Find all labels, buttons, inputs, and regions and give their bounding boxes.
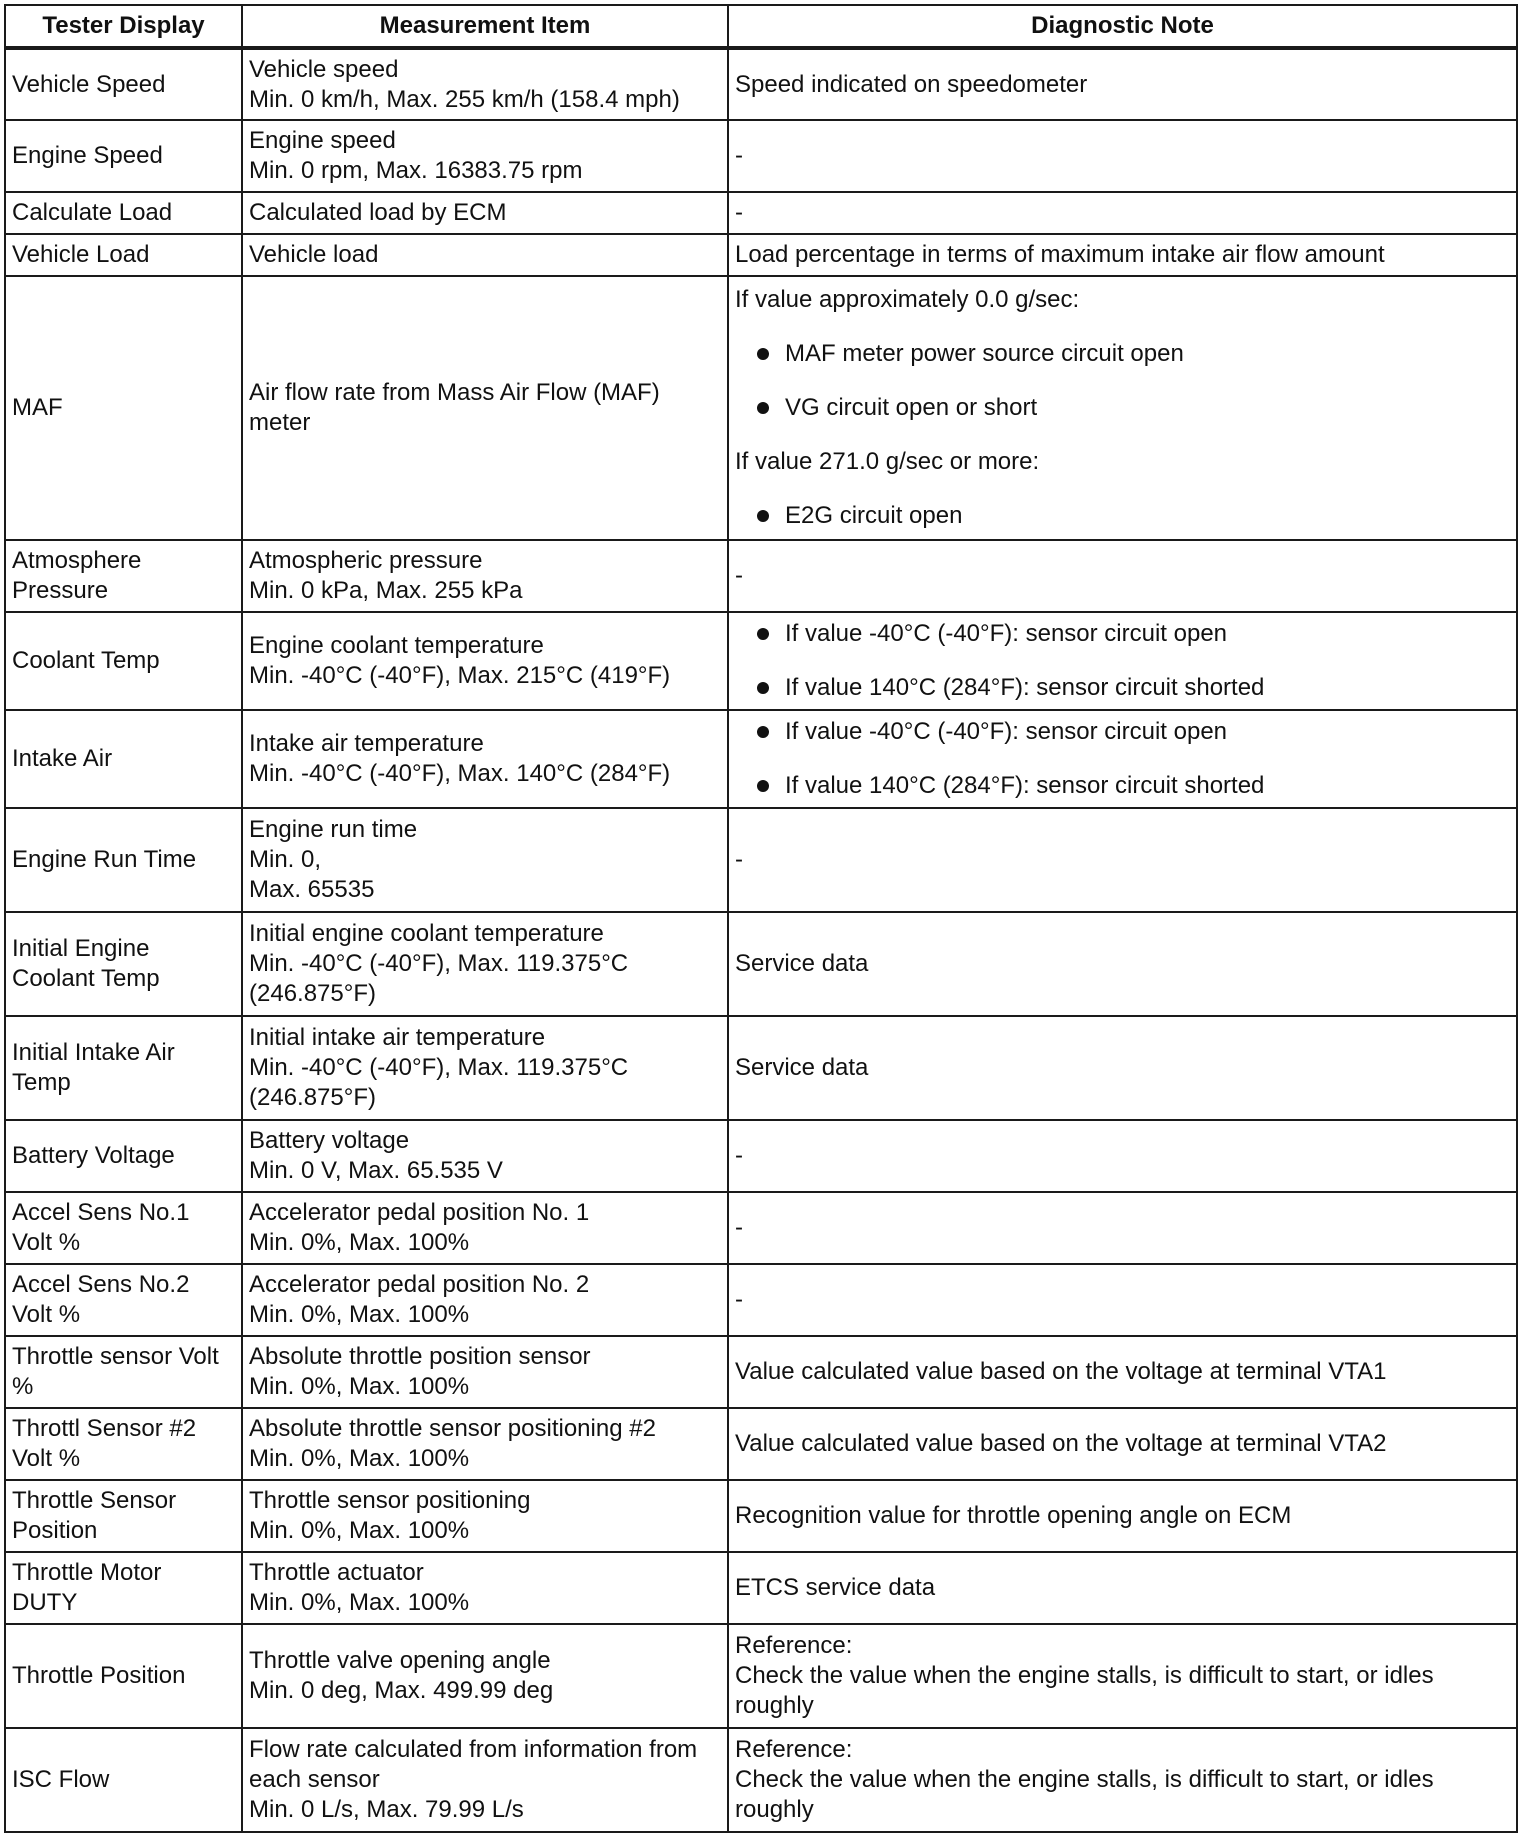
cell-tester-display: [5, 1120, 242, 1192]
table-row: [5, 1408, 1517, 1480]
measurement-item-line: Initial intake air temperature: [249, 1024, 546, 1051]
tester-display-line: Intake Air: [12, 745, 113, 772]
measurement-item-line: Intake air temperature: [249, 730, 484, 757]
note-line: Reference:: [735, 1632, 853, 1659]
measurement-item-line: each sensor: [249, 1766, 380, 1793]
cell-tester-display: [5, 1016, 242, 1120]
tester-display-line: Throttle Sensor: [12, 1487, 177, 1514]
measurement-item-line: Min. 0 kPa, Max. 255 kPa: [249, 577, 523, 604]
diagnostic-table-container: [4, 4, 1516, 1833]
tester-display-line: Battery Voltage: [12, 1142, 175, 1169]
measurement-item-line: Throttle valve opening angle: [249, 1647, 551, 1674]
table-row: [5, 612, 1517, 710]
table-row: [5, 1192, 1517, 1264]
tester-display-line: Pressure: [12, 577, 109, 604]
measurement-item-line: Min. -40°C (-40°F), Max. 140°C (284°F): [249, 760, 671, 787]
tester-display-line: Throttle sensor Volt: [12, 1343, 219, 1370]
note-text: -: [735, 199, 743, 226]
note-line: roughly: [735, 1796, 814, 1823]
tester-display-line: Accel Sens No.1: [12, 1199, 190, 1226]
cell-diagnostic-note: [728, 1408, 1517, 1480]
measurement-item-line: Atmospheric pressure: [249, 547, 483, 574]
cell-measurement-item: [242, 120, 728, 192]
table-row: [5, 234, 1517, 276]
cell-tester-display: [5, 192, 242, 234]
cell-diagnostic-note: [728, 808, 1517, 912]
tester-display-line: Throttl Sensor #2: [12, 1415, 197, 1442]
measurement-item-line: Min. 0,: [249, 846, 322, 873]
cell-measurement-item: [242, 1192, 728, 1264]
tester-display-line: Calculate Load: [12, 199, 173, 226]
note-text: Recognition value for throttle opening angle on ECM: [735, 1502, 1292, 1529]
table-row: [5, 912, 1517, 1016]
tester-display-line: Initial Intake Air: [12, 1039, 175, 1066]
measurement-item-line: Min. 0%, Max. 100%: [249, 1517, 470, 1544]
cell-measurement-item: [242, 1336, 728, 1408]
table-row: [5, 540, 1517, 612]
measurement-item-line: Min. -40°C (-40°F), Max. 119.375°C: [249, 1054, 629, 1081]
note-text: Value calculated value based on the voltage at terminal VTA2: [735, 1430, 1387, 1457]
cell-diagnostic-note: [728, 120, 1517, 192]
cell-tester-display: [5, 1192, 242, 1264]
tester-display-line: Temp: [12, 1069, 71, 1096]
cell-diagnostic-note: [728, 612, 1517, 710]
table-row: [5, 48, 1517, 120]
measurement-item-line: Max. 65535: [249, 876, 375, 903]
measurement-item-line: Min. -40°C (-40°F), Max. 215°C (419°F): [249, 662, 671, 689]
table-row: [5, 1120, 1517, 1192]
cell-diagnostic-note: [728, 192, 1517, 234]
note-text: Value calculated value based on the voltage at terminal VTA1: [735, 1358, 1387, 1385]
cell-diagnostic-note: [728, 1264, 1517, 1336]
cell-diagnostic-note: [728, 912, 1517, 1016]
tester-display-line: ISC Flow: [12, 1766, 110, 1793]
cell-measurement-item: [242, 192, 728, 234]
table-row: [5, 1336, 1517, 1408]
cell-diagnostic-note: [728, 1192, 1517, 1264]
cell-tester-display: [5, 1264, 242, 1336]
measurement-item-line: Air flow rate from Mass Air Flow (MAF): [249, 379, 660, 406]
tester-display-line: Coolant Temp: [12, 965, 160, 992]
cell-diagnostic-note: [728, 1016, 1517, 1120]
note-bullet-item: VG circuit open or short: [735, 393, 1510, 423]
note-text: -: [735, 1142, 743, 1169]
note-text: ETCS service data: [735, 1574, 936, 1601]
note-text: -: [735, 1286, 743, 1313]
cell-tester-display: [5, 234, 242, 276]
measurement-item-line: Calculated load by ECM: [249, 199, 507, 226]
measurement-item-line: Min. 0%, Max. 100%: [249, 1589, 470, 1616]
measurement-item-line: Absolute throttle position sensor: [249, 1343, 591, 1370]
table-row: [5, 710, 1517, 808]
measurement-item-line: Min. -40°C (-40°F), Max. 119.375°C: [249, 950, 629, 977]
measurement-item-line: Engine run time: [249, 816, 418, 843]
cell-measurement-item: [242, 1120, 728, 1192]
measurement-item-line: Battery voltage: [249, 1127, 410, 1154]
measurement-item-line: Flow rate calculated from information from: [249, 1736, 698, 1763]
tester-display-line: Volt %: [12, 1445, 81, 1472]
tester-display-line: Accel Sens No.2: [12, 1271, 190, 1298]
measurement-item-line: Min. 0 L/s, Max. 79.99 L/s: [249, 1796, 524, 1823]
note-line: Reference:: [735, 1736, 853, 1763]
note-bullet-item: If value 140°C (284°F): sensor circuit shorted: [735, 673, 1510, 703]
cell-measurement-item: [242, 1264, 728, 1336]
cell-diagnostic-note: [728, 710, 1517, 808]
cell-measurement-item: [242, 48, 728, 120]
cell-diagnostic-note: [728, 1624, 1517, 1728]
diagnostic-data-table: [4, 4, 1518, 1833]
cell-tester-display: [5, 276, 242, 540]
cell-tester-display: [5, 912, 242, 1016]
table-row: [5, 192, 1517, 234]
table-row: [5, 808, 1517, 912]
note-text: Service data: [735, 950, 869, 977]
tester-display-line: DUTY: [12, 1589, 78, 1616]
cell-diagnostic-note: [728, 1480, 1517, 1552]
table-row: [5, 1016, 1517, 1120]
note-bullet-item: MAF meter power source circuit open: [735, 339, 1510, 369]
tester-display-line: Volt %: [12, 1229, 81, 1256]
note-bullet-item: E2G circuit open: [735, 501, 1510, 531]
measurement-item-line: Min. 0 rpm, Max. 16383.75 rpm: [249, 157, 583, 184]
note-text: -: [735, 846, 743, 873]
measurement-item-line: Throttle sensor positioning: [249, 1487, 531, 1514]
tester-display-line: Throttle Motor: [12, 1559, 162, 1586]
table-row: [5, 1264, 1517, 1336]
cell-tester-display: [5, 1480, 242, 1552]
tester-display-line: Position: [12, 1517, 98, 1544]
cell-tester-display: [5, 808, 242, 912]
table-row: [5, 1728, 1517, 1832]
cell-diagnostic-note: [728, 234, 1517, 276]
note-text: -: [735, 562, 743, 589]
note-text: Load percentage in terms of maximum intake air flow amount: [735, 241, 1385, 268]
cell-measurement-item: [242, 1408, 728, 1480]
header-diagnostic-note: Diagnostic Note: [728, 5, 1517, 48]
cell-diagnostic-note: [728, 1552, 1517, 1624]
tester-display-line: Engine Speed: [12, 142, 163, 169]
note-paragraph: If value 271.0 g/sec or more:: [735, 448, 1040, 475]
note-paragraph: If value approximately 0.0 g/sec:: [735, 286, 1080, 313]
cell-measurement-item: [242, 808, 728, 912]
tester-display-line: Volt %: [12, 1301, 81, 1328]
tester-display-line: Engine Run Time: [12, 846, 197, 873]
table-header-row: [5, 5, 1517, 48]
note-text: Service data: [735, 1054, 869, 1081]
measurement-item-line: Initial engine coolant temperature: [249, 920, 604, 947]
cell-tester-display: [5, 48, 242, 120]
cell-diagnostic-note: [728, 1728, 1517, 1832]
cell-tester-display: [5, 120, 242, 192]
table-row: [5, 1624, 1517, 1728]
header-tester-display: Tester Display: [5, 5, 242, 48]
table-row: [5, 1552, 1517, 1624]
cell-diagnostic-note: [728, 1336, 1517, 1408]
table-row: [5, 276, 1517, 540]
header-measurement-item: Measurement Item: [242, 5, 728, 48]
cell-tester-display: [5, 1624, 242, 1728]
measurement-item-line: Accelerator pedal position No. 2: [249, 1271, 590, 1298]
measurement-item-line: (246.875°F): [249, 980, 376, 1007]
measurement-item-line: Min. 0%, Max. 100%: [249, 1445, 470, 1472]
cell-measurement-item: [242, 1552, 728, 1624]
note-bullet-item: If value -40°C (-40°F): sensor circuit open: [735, 619, 1510, 649]
measurement-item-line: Min. 0%, Max. 100%: [249, 1373, 470, 1400]
cell-diagnostic-note: [728, 540, 1517, 612]
cell-measurement-item: [242, 234, 728, 276]
note-line: roughly: [735, 1692, 814, 1719]
tester-display-line: Vehicle Load: [12, 241, 150, 268]
cell-tester-display: [5, 612, 242, 710]
cell-measurement-item: [242, 1480, 728, 1552]
cell-measurement-item: [242, 276, 728, 540]
measurement-item-line: Min. 0 V, Max. 65.535 V: [249, 1157, 503, 1184]
cell-tester-display: [5, 1408, 242, 1480]
cell-tester-display: [5, 1336, 242, 1408]
measurement-item-line: Absolute throttle sensor positioning #2: [249, 1415, 656, 1442]
cell-measurement-item: [242, 612, 728, 710]
measurement-item-line: meter: [249, 409, 311, 436]
note-text: -: [735, 1214, 743, 1241]
measurement-item-line: Min. 0%, Max. 100%: [249, 1301, 470, 1328]
table-row: [5, 1480, 1517, 1552]
cell-diagnostic-note: [728, 1120, 1517, 1192]
cell-tester-display: [5, 1728, 242, 1832]
measurement-item-line: Engine coolant temperature: [249, 632, 544, 659]
cell-measurement-item: [242, 540, 728, 612]
cell-diagnostic-note: [728, 276, 1517, 540]
measurement-item-line: Min. 0%, Max. 100%: [249, 1229, 470, 1256]
note-bullet-item: If value 140°C (284°F): sensor circuit shorted: [735, 771, 1510, 801]
tester-display-line: %: [12, 1373, 34, 1400]
measurement-item-line: Min. 0 deg, Max. 499.99 deg: [249, 1677, 554, 1704]
note-text: -: [735, 142, 743, 169]
cell-tester-display: [5, 1552, 242, 1624]
note-bullet-item: If value -40°C (-40°F): sensor circuit open: [735, 717, 1510, 747]
cell-diagnostic-note: [728, 48, 1517, 120]
cell-measurement-item: [242, 1728, 728, 1832]
tester-display-line: Throttle Position: [12, 1662, 186, 1689]
note-line: Check the value when the engine stalls, is difficult to start, or idles: [735, 1766, 1434, 1793]
measurement-item-line: Min. 0 km/h, Max. 255 km/h (158.4 mph): [249, 85, 680, 113]
measurement-item-line: Throttle actuator: [249, 1559, 424, 1586]
measurement-item-line: Vehicle speed: [249, 55, 399, 83]
table-row: [5, 120, 1517, 192]
cell-measurement-item: [242, 912, 728, 1016]
cell-tester-display: [5, 540, 242, 612]
measurement-item-line: Vehicle load: [249, 241, 379, 268]
measurement-item-line: Engine speed: [249, 127, 396, 154]
measurement-item-line: (246.875°F): [249, 1084, 376, 1111]
tester-display-line: Atmosphere: [12, 547, 142, 574]
note-text: Speed indicated on speedometer: [735, 70, 1088, 98]
tester-display-line: Initial Engine: [12, 935, 150, 962]
cell-measurement-item: [242, 1016, 728, 1120]
tester-display-line: Coolant Temp: [12, 647, 160, 674]
cell-tester-display: [5, 710, 242, 808]
tester-display-line: MAF: [12, 394, 63, 421]
tester-display-line: Vehicle Speed: [12, 70, 166, 98]
cell-measurement-item: [242, 710, 728, 808]
measurement-item-line: Accelerator pedal position No. 1: [249, 1199, 590, 1226]
note-line: Check the value when the engine stalls, is difficult to start, or idles: [735, 1662, 1434, 1689]
cell-measurement-item: [242, 1624, 728, 1728]
